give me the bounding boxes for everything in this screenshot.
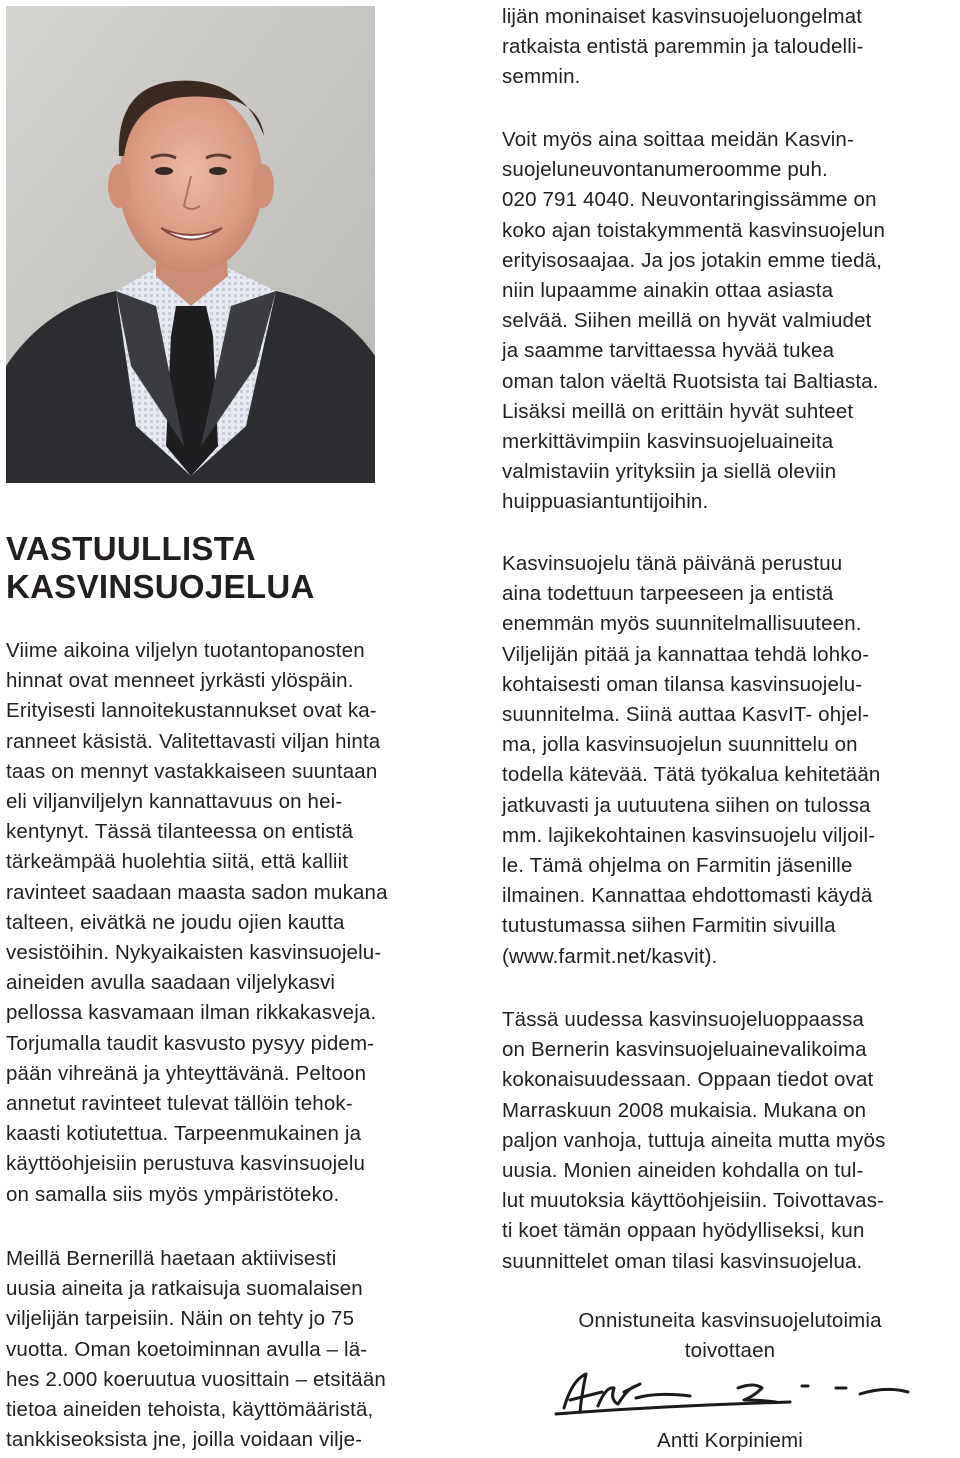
article-title: VASTUULLISTA KASVINSUOJELUA [6, 530, 315, 605]
author-portrait-photo [6, 6, 375, 483]
paragraph: Tässä uudessa kasvinsuojeluoppaassa on Bernerin kasvinsuojeluainevalikoima kokonaisuudessaan. Oppaan tiedot ovat Marraskuun 2008 mukaisia. Mukana on paljon vanhoja, tuttuja aineita mutta myös uusia. Monien aineiden kohdalla on tul- lut muutoksia käyttöohjeisiin. Toivottavas- ti koet tämän oppaan hyödylliseksi, kun suunnittelet oman tilasi kasvinsuojelua. [502, 1008, 886, 1273]
closing-text: Onnistuneita kasvinsuojelutoimia toivottaen [578, 1309, 882, 1363]
paragraph: lijän moninaiset kasvinsuojeluongelmat ratkaista entistä paremmin ja taloudelli- semmin. [502, 5, 864, 89]
paragraph: Voit myös aina soittaa meidän Kasvin- suojeluneuvontanumeroomme puh. 020 791 4040. Neuvontaringissämme on koko ajan toistakymmentä kasvinsuojelun erityisosaajaa. Ja jos jotakin emme tiedä, niin lupaamme ainakin ottaa asiasta selvää. Siihen meillä on hyvät valmiudet ja saamme tarvittaessa hyvää tukea oman talon väeltä Ruotsista tai Baltiasta. Lisäksi meillä on erittäin hyvät suhteet merkittävimpiin kasvinsuojeluaineita valmistaviin yrityksiin ja siellä oleviin huippuasiantuntijoihin. [502, 128, 886, 514]
author-name: Antti Korpiniemi [657, 1429, 803, 1452]
right-column-planning [502, 549, 958, 972]
paragraph: Viime aikoina viljelyn tuotantopanosten hinnat ovat menneet jyrkästi ylöspäin. Erityisesti lannoitekustannukset ovat ka- ranneet käsistä. Valitettavasti viljan hinta taas on mennyt vastakkaiseen suuntaan eli viljanviljelyn kannattavuus on hei- kentynyt. Tässä tilanteessa on entistä tärkeämpää huolehtia siitä, että kalliit ravinteet saadaan maasta sadon mukana talteen, eivätkä ne joudu ojien kautta vesistöihin. Nykyaikaisten kasvinsuojelu- aineiden avulla saadaan viljelykasvi pellossa kasvamaan ilman rikkakasveja. Torjumalla taudit kasvusto pysyy pidem- pään vihreänä ja yhteyttävänä. Peltoon annetut ravinteet tulevat tällöin tehok- kaasti kotiutettua. Tarpeenmukainen ja käyttöohjeisiin perustuva kasvinsuojelu on samalla siis myös ympäristöteko. [6, 639, 388, 1206]
author-block [520, 1426, 940, 1456]
right-column-guide [502, 1005, 958, 1277]
closing-greeting [520, 1306, 940, 1366]
paragraph: Kasvinsuojelu tänä päivänä perustuu aina todettuun tarpeeseen ja entistä enemmän myös suunnitelmallisuuteen. Viljelijän pitää ja kannattaa tehdä lohko- kohtaisesti oman tilansa kasvinsuojelu- suunnitelma. Siinä auttaa KasvIT- ohjel- ma, jolla kasvinsuojelun suunnittelu on todella kätevää. Tätä työkalua kehitetään jatkuvasti ja uutuutena siihen on tulossa mm. lajikekohtainen kasvinsuojelu viljoil- le. Tämä ohjelma on Farmitin jäsenille ilmainen. Kannattaa ehdottomasti käydä tutustumassa siihen Farmitin sivuilla (www.farmit.net/kasvit). [502, 552, 881, 968]
left-column-continued [6, 1244, 468, 1455]
handwritten-signature [540, 1366, 930, 1428]
left-column [6, 636, 468, 1210]
right-column-contact [502, 125, 958, 518]
paragraph: Meillä Bernerillä haetaan aktiivisesti uusia aineita ja ratkaisuja suomalaisen viljelijän tarpeisiin. Näin on tehty jo 75 vuotta. Oman koetoiminnan avulla – lä- hes 2.000 koeruutua vuosittain – etsitään tietoa aineiden tehoista, käyttömääristä, tankkiseoksista jne, joilla voidaan vilje- [6, 1247, 386, 1452]
right-column-top [502, 2, 958, 93]
